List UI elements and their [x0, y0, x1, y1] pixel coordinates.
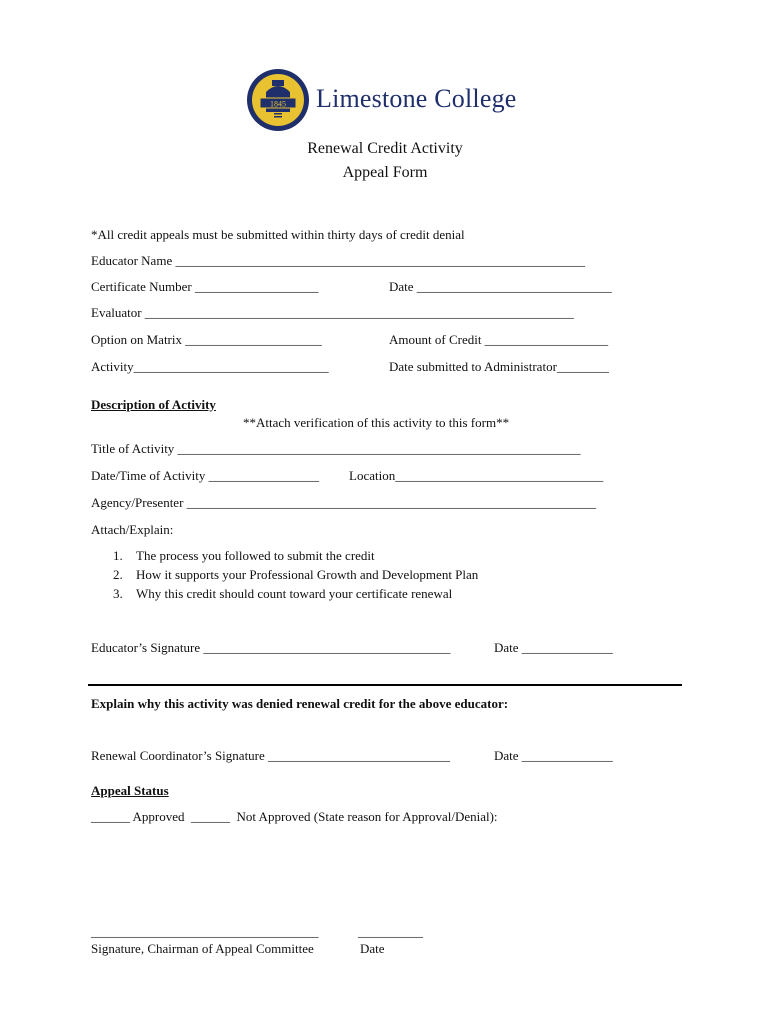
chairman-signature-label: Signature, Chairman of Appeal Committee — [91, 941, 314, 956]
list-number: 1. — [113, 548, 123, 563]
activity-field[interactable]: Activity______________________________ — [91, 359, 329, 374]
form-title-line-1: Renewal Credit Activity — [307, 140, 463, 157]
list-item: How it supports your Professional Growth and Development Plan — [136, 567, 479, 582]
date-field[interactable]: Date ______________________________ — [389, 279, 612, 294]
educator-signature-field[interactable]: Educator’s Signature ______________________________________ — [91, 640, 451, 655]
chairman-date-label: Date — [360, 941, 385, 956]
title-of-activity-field[interactable]: Title of Activity ______________________________________________________________ — [91, 441, 581, 456]
form-title-line-2: Appeal Form — [342, 164, 428, 181]
approval-status-line[interactable]: ______ Approved ______ Not Approved (State reason for Approval/Denial): — [91, 809, 498, 824]
amount-of-credit-field[interactable]: Amount of Credit ___________________ — [389, 332, 609, 347]
attach-explain-label: Attach/Explain: — [91, 522, 174, 537]
list-item: Why this credit should count toward your certificate renewal — [136, 586, 453, 601]
list-item: The process you followed to submit the credit — [136, 548, 375, 563]
denial-explanation-heading: Explain why this activity was denied renewal credit for the above educator: — [91, 696, 509, 711]
chairman-date-line[interactable]: __________ — [358, 924, 423, 939]
appeal-status-heading: Appeal Status — [91, 783, 169, 798]
list-number: 2. — [113, 567, 123, 582]
option-on-matrix-field[interactable]: Option on Matrix _____________________ — [91, 332, 322, 347]
list-number: 3. — [113, 586, 123, 601]
description-heading: Description of Activity — [91, 397, 216, 412]
date-time-field[interactable]: Date/Time of Activity _________________ — [91, 468, 320, 483]
deadline-note: *All credit appeals must be submitted within thirty days of credit denial — [91, 227, 465, 242]
location-field[interactable]: Location________________________________ — [349, 468, 604, 483]
date-submitted-field[interactable]: Date submitted to Administrator________ — [389, 359, 609, 374]
attach-verification-note: **Attach verification of this activity to this form** — [243, 415, 510, 430]
chairman-signature-line[interactable]: ___________________________________ — [91, 924, 319, 939]
coordinator-date-field[interactable]: Date ______________ — [494, 748, 613, 763]
college-wordmark: Limestone College — [316, 84, 517, 113]
coordinator-signature-field[interactable]: Renewal Coordinator’s Signature ____________________________ — [91, 748, 451, 763]
educator-signature-date-field[interactable]: Date ______________ — [494, 640, 613, 655]
logo-year: 1845 — [270, 99, 286, 109]
certificate-number-field[interactable]: Certificate Number ___________________ — [91, 279, 319, 294]
evaluator-field[interactable]: Evaluator __________________________________________________________________ — [91, 305, 574, 320]
agency-presenter-field[interactable]: Agency/Presenter _______________________________________________________________ — [91, 495, 597, 510]
college-seal-logo — [246, 68, 310, 137]
educator-name-field[interactable]: Educator Name _______________________________________________________________ — [91, 253, 585, 268]
section-divider — [88, 684, 682, 686]
